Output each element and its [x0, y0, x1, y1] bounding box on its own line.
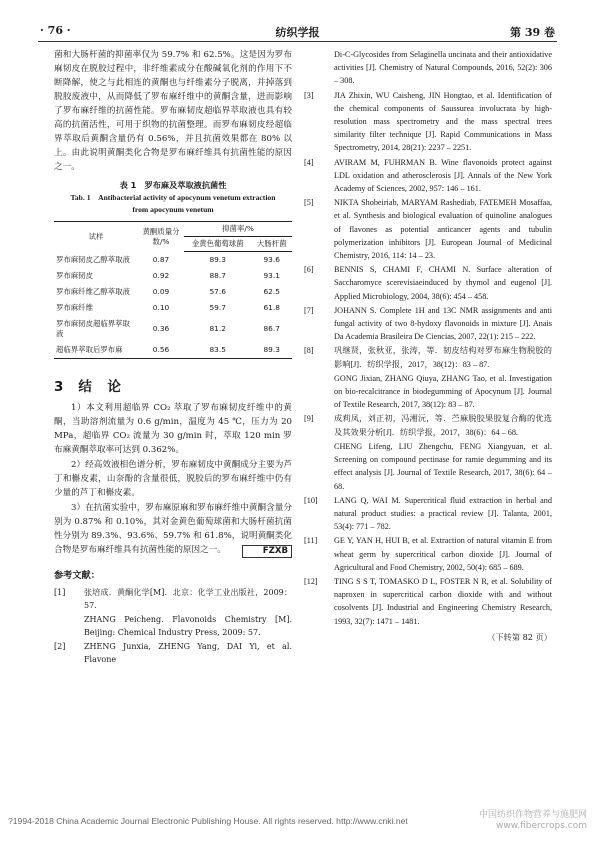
- reference-item: [304, 304, 552, 344]
- reference-item: [304, 89, 552, 155]
- conclusion-3: 3）在抗菌实验中，罗布麻原麻和罗布麻纤维中黄酮含量分别为 0.87% 和 0.10%，其对金黄色葡萄球菌和大肠杆菌抗菌性分别为 89.3%、93.6%、59.7% 和 61.8%，说明黄酮类化合物是罗布麻纤维具有抗菌性能的原因之一。 FZXB: [54, 503, 292, 556]
- reference-number: [7]: [304, 305, 314, 315]
- reference-text: 张培成．黄酮化学[M]．北京：化学工业出版社，2009：57.: [84, 588, 292, 610]
- reference-text: TING S S T, TOMASKO D L, FOSTER N R, et al. Solubility of naproxen in supercritical carbon dioxide with and without cosolvents [J]. Industrial and Engineering Chemistry Research, 1993, 32(7): 1471 – 1481.: [334, 576, 552, 626]
- table-cell-sa: 81.2: [209, 324, 226, 333]
- table-row: [54, 268, 292, 284]
- conclusion-2: 2）经高效液相色谱分析，罗布麻韧皮中黄酮成分主要为芦丁和槲皮素，山奈酚的含量很低，脱胶后的罗布麻纤维中仍有少量的芦丁和槲皮素。: [54, 460, 292, 498]
- table-cell-sample: 罗布麻纤维: [56, 303, 93, 312]
- table-row: [54, 316, 292, 342]
- reference-item: [304, 156, 552, 196]
- reference-number: [12]: [304, 576, 318, 586]
- table-cell-flavone: 0.36: [152, 324, 170, 333]
- reference-item: [304, 412, 552, 438]
- table-cell-sample: 超临界萃取后罗布麻: [54, 342, 138, 359]
- reference-text: BENNIS S, CHAMI F, CHAMI N. Surface alteration of Saccharomyce scerevisiaeinduced by thymol and eugenol [J]. Applied Microbiology, 2004, 38(6): 454 – 458.: [334, 265, 552, 301]
- fzxb-mark: FZXB: [242, 545, 292, 558]
- table-cell-ec: 89.3: [251, 342, 292, 359]
- reference-item: [304, 494, 552, 534]
- reference-item: [54, 613, 292, 639]
- reference-text: JOHANN S. Complete 1H and 13C NMR assignments and anti fungal activity of two 8-hydoxy flavonoids in mixture [J]. Anais Da Academia Brasileira De Ciencias, 2007, 22(1): 215 – 222.: [334, 305, 552, 342]
- conclusion-1: 1）本文利用超临界 CO₂ 萃取了罗布麻韧皮纤维中的黄酮，当助溶剂流量为 0.6 g/min，温度为 45 ℃，压力为 20 MPa，超临界 CO₂ 流量为 30 g/min 时，萃取 120 min 罗布麻黄酮萃取率可达到 0.362%。: [54, 403, 292, 455]
- reference-item: [304, 575, 552, 628]
- table-head-sample: 试样: [54, 222, 138, 252]
- reference-number: [4]: [304, 157, 314, 167]
- reference-item: [304, 372, 552, 412]
- table-row: [54, 300, 292, 316]
- section-number: 3: [54, 379, 65, 395]
- reference-item: [304, 534, 552, 574]
- body-paragraph: 菌和大肠杆菌的抑菌率仅为 59.7% 和 62.5%。这是因为罗布麻韧皮在脱胶过程中，非纤维素成分在酸碱氧化剂的作用下不断降解，使之与此相连的黄酮也与纤维素分子脱离，并掉落到脱胶废液中，从而降低了罗布麻纤维中的黄酮含量，进而影响了罗布麻纤维的抗菌性能。罗布麻韧皮超临界萃取液也具有较高的抗菌活性，可用于织物的抗菌整理。而罗布麻韧皮经超临界萃取后黄酮含量仍有 0.56%，并且抗菌效果都在 80% 以上。由此说明黄酮类化合物是罗布麻纤维具有抗菌性能的原因之一。: [54, 50, 292, 172]
- reference-item: [304, 263, 552, 303]
- table-caption-cn: 表 1 罗布麻及萃取液抗菌性: [119, 180, 227, 190]
- watermark-name: 中国纺织作物营养与施肥网: [478, 810, 587, 820]
- reference-text: Di-C-Glycosides from Selaginella uncinata and their antioxidative activities [J]. Chemistry of Natural Compounds, 2016, 52(2): 306 – 308.: [334, 50, 552, 86]
- watermark: [479, 810, 587, 832]
- volume-label: 第 39 卷: [510, 26, 555, 39]
- table-cell-flavone: 0.09: [152, 287, 170, 296]
- table-cell-sample: 罗布麻纤维乙醇萃取液: [56, 287, 130, 296]
- table-cell-sa: 83.5: [184, 342, 251, 359]
- table-cell-sample: 罗布麻韧皮: [56, 271, 93, 280]
- table-cell-sa: 89.3: [209, 255, 226, 264]
- reference-item: [304, 344, 552, 370]
- reference-item: [304, 196, 552, 262]
- section-title: 结 论: [78, 379, 122, 395]
- reference-text: AVIRAM M, FUHRMAN B. Wine flavonoids protect against LDL oxidation and atherosclerosis [J]. Annals of the New York Academy of Sciences, 2002, 957: 146 – 161.: [334, 157, 552, 194]
- reference-item: [54, 640, 292, 666]
- table-row: [54, 284, 292, 300]
- antibacterial-table: [54, 221, 292, 359]
- reference-number: [2]: [54, 642, 66, 651]
- references-heading: 参考文献：: [54, 570, 100, 581]
- reference-text: 成莉凤，刘正初，冯湘沅，等．苎麻脱胶果胶复合酶的优选及其效果分析[J]．纺织学报，2017，38(6)：64 – 68.: [334, 414, 552, 437]
- reference-text: GE Y, YAN H, HUI B, et al. Extraction of natural vitamin E from wheat germ by supercritical carbon dioxide [J]. Journal of Agricultural and Food Chemistry, 2002, 50(4): 685 – 689.: [334, 536, 552, 572]
- continued-note: （下转第 82 页）: [487, 631, 552, 642]
- table-cell-flavone: 0.10: [152, 303, 170, 312]
- table-head-sa: 金黄色葡萄球菌: [184, 237, 251, 252]
- table-cell-sa: 57.6: [209, 287, 226, 296]
- reference-number: [11]: [304, 536, 318, 546]
- page-number: · 76 ·: [40, 24, 71, 37]
- page-footer: [8, 810, 587, 832]
- reference-number: [1]: [54, 588, 66, 597]
- table-cell-ec: 86.7: [263, 324, 280, 333]
- table-cell-sa: 59.7: [209, 303, 226, 312]
- table-head-ec: 大肠杆菌: [251, 237, 292, 252]
- table-row: [54, 342, 292, 359]
- reference-item: [304, 440, 552, 493]
- reference-text: GONG Jixian, ZHANG Qiuya, ZHANG Tao, et al. Investigation on bio-recalcitrance in biodegumming of Apocynum [J]. Journal of Textile Research, 2017, 38(12): 83 – 87.: [334, 373, 552, 410]
- page-header: [38, 20, 557, 42]
- table-cell-ec: 93.6: [263, 255, 280, 264]
- reference-text: NIKTA Shobeiriab, MARYAM Rashediab, FATEMEH Mosaffaa, et al. Synthesis and biological evaluation of quinoline analogues of flavones as potential anticancer agents and tubulin polymerization inhibitors [J]. European Journal of Medicinal Chemistry, 2016, 114: 14 – 23.: [334, 198, 552, 261]
- section-heading: [54, 375, 292, 395]
- table-head-group: 抑菌率/%: [184, 222, 292, 237]
- table-caption-en: Tab. 1 Antibacterial activity of apocynum venetum extraction from apocynum venetum: [70, 193, 276, 214]
- reference-text: ZHANG Peicheng. Flavonoids Chemistry [M]. Beijing: Chemical Industry Press, 2009: 57.: [84, 615, 292, 637]
- reference-number: [6]: [304, 265, 314, 275]
- table-cell-flavone: 0.56: [138, 342, 184, 359]
- table-row: [54, 252, 292, 269]
- table-cell-sample: 罗布麻韧皮乙醇萃取液: [56, 254, 130, 264]
- left-column: [54, 48, 292, 667]
- table-cell-ec: 62.5: [263, 287, 280, 296]
- copyright-line: ?1994-2018 China Academic Journal Electronic Publishing House. All rights reserved. http://www.cnki.net: [8, 816, 408, 826]
- table-cell-ec: 93.1: [263, 271, 280, 280]
- table-head-flavone: 黄酮质量分数/%: [138, 222, 184, 252]
- right-column: [304, 48, 552, 643]
- reference-item: [54, 586, 292, 612]
- watermark-url: www.fibercrops.com: [496, 821, 587, 831]
- table-cell-sample: 罗布麻韧皮超临界萃取液: [56, 319, 130, 338]
- reference-text: LANG Q, WAI M. Supercritical fluid extraction in herbal and natural product studies: a practical review [J]. Talanta, 2001, 53(4): 771 – 782.: [334, 495, 552, 532]
- table-cell-flavone: 0.92: [152, 271, 170, 280]
- reference-number: [8]: [304, 346, 314, 356]
- reference-number: [10]: [304, 495, 318, 505]
- reference-number: [5]: [304, 198, 314, 208]
- reference-number: [9]: [304, 414, 314, 424]
- journal-name: 纺织学报: [275, 26, 320, 39]
- reference-item: [304, 48, 552, 88]
- table-cell-sa: 88.7: [209, 271, 226, 280]
- reference-text: 巩继贤，张秋亚，张涛，等．韧皮结构对罗布麻生物脱胶的影响[J]．纺织学报，2017，38(12)：83 – 87.: [334, 346, 552, 369]
- reference-number: [3]: [304, 90, 314, 100]
- reference-text: JIA Zhixin, WU Caisheng, JIN Hongtao, et al. Identification of the chemical components of Saussurea involucrata by high-resolution mass spectrometry and the mass spectral trees similarity filter technique [J]. Rapid Communications in Mass Spectrometry, 2014, 28(21): 2237 – 2251.: [334, 90, 552, 153]
- reference-text: CHENG Lifeng, LIU Zhengchu, FENG Xiangyuan, et al. Screening on compound pectinase for ramie degumming and its effect analysis [J]. Journal of Textile Research, 2017, 38(6): 64 – 68.: [334, 441, 552, 491]
- reference-text: ZHENG Junxia, ZHENG Yang, DAI Yi, et al. Flavone: [84, 642, 292, 664]
- table-cell-ec: 61.8: [263, 303, 280, 312]
- table-cell-flavone: 0.87: [152, 254, 170, 264]
